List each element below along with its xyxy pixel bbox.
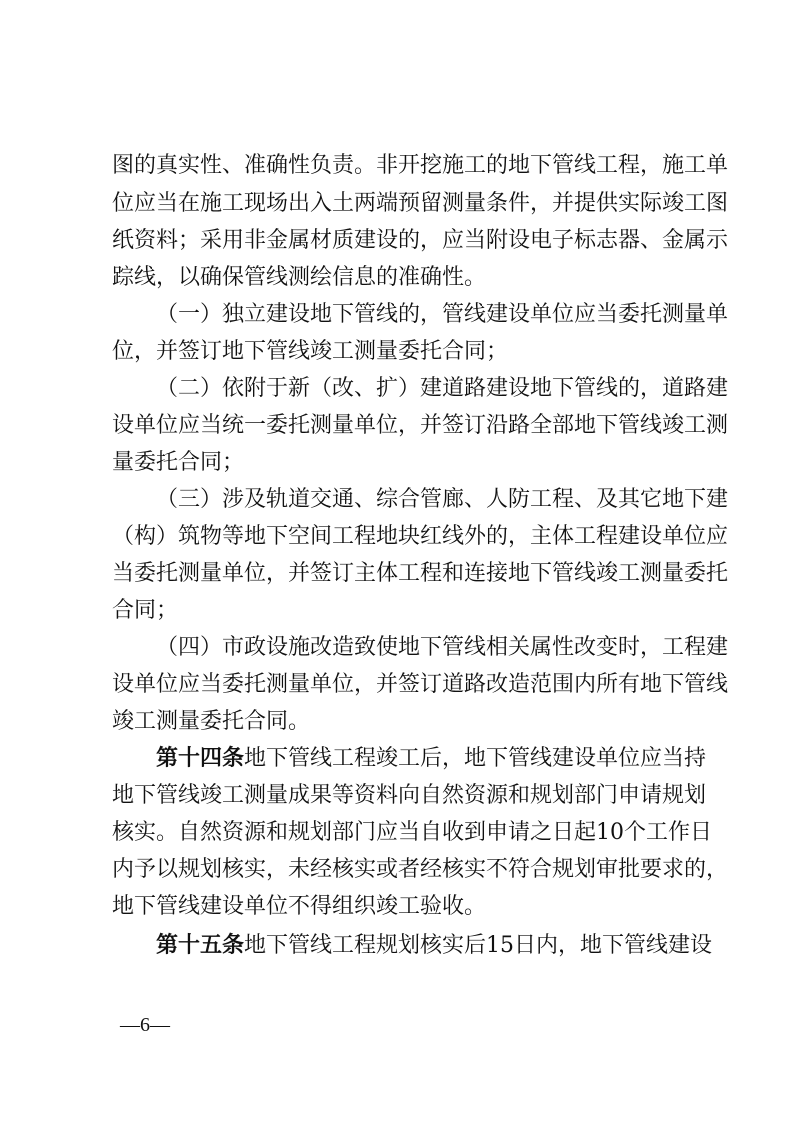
list-item-3-line: （构）筑物等地下空间工程地块红线外的，主体工程建设单位应	[112, 524, 729, 549]
body-line: 位应当在施工现场出入土两端预留测量条件，并提供实际竣工图	[112, 191, 729, 216]
article-14-text: 地下管线工程竣工后，地下管线建设单位应当持	[244, 746, 707, 771]
article-15-first-line	[156, 932, 713, 960]
article-14-line: 地下管线建设单位不得组织竣工验收。	[112, 894, 487, 919]
article-15-heading: 第十五条	[156, 933, 245, 958]
list-item-2-line: （二）依附于新（改、扩）建道路建设地下管线的，道路建	[156, 376, 729, 401]
body-line: 图的真实性、准确性负责。非开挖施工的地下管线工程，施工单	[112, 153, 729, 178]
article-14-line: 内予以规划核实，未经核实或者经核实不符合规划审批要求的，	[112, 857, 729, 882]
list-item-3-line: 当委托测量单位，并签订主体工程和连接地下管线竣工测量委托	[112, 561, 729, 586]
article-14-first-line	[156, 745, 707, 773]
list-item-3-line: （三）涉及轨道交通、综合管廊、人防工程、及其它地下建	[156, 487, 729, 512]
list-item-3-line: 合同；	[112, 598, 179, 623]
list-item-2-line: 量委托合同；	[112, 450, 245, 475]
article-14-line: 地下管线竣工测量成果等资料向自然资源和规划部门申请规划	[112, 783, 707, 808]
list-item-4-line: 设单位应当委托测量单位，并签订道路改造范围内所有地下管线	[112, 672, 729, 697]
page-number: —6—	[120, 1014, 170, 1036]
list-item-1-line: 位，并签订地下管线竣工测量委托合同；	[112, 339, 509, 364]
list-item-4-line: （四）市政设施改造致使地下管线相关属性改变时，工程建	[156, 635, 729, 660]
body-line: 踪线，以确保管线测绘信息的准确性。	[112, 265, 487, 290]
body-line: 纸资料；采用非金属材质建设的，应当附设电子标志器、金属示	[112, 228, 729, 253]
list-item-4-line: 竣工测量委托合同。	[112, 709, 311, 734]
list-item-2-line: 设单位应当统一委托测量单位，并签订沿路全部地下管线竣工测	[112, 413, 729, 438]
article-14-line: 核实。自然资源和规划部门应当自收到申请之日起10个工作日	[112, 820, 712, 845]
list-item-1-line: （一）独立建设地下管线的，管线建设单位应当委托测量单	[156, 302, 729, 327]
article-14-heading: 第十四条	[156, 746, 245, 771]
article-15-text: 地下管线工程规划核实后15日内，地下管线建设	[244, 933, 713, 958]
